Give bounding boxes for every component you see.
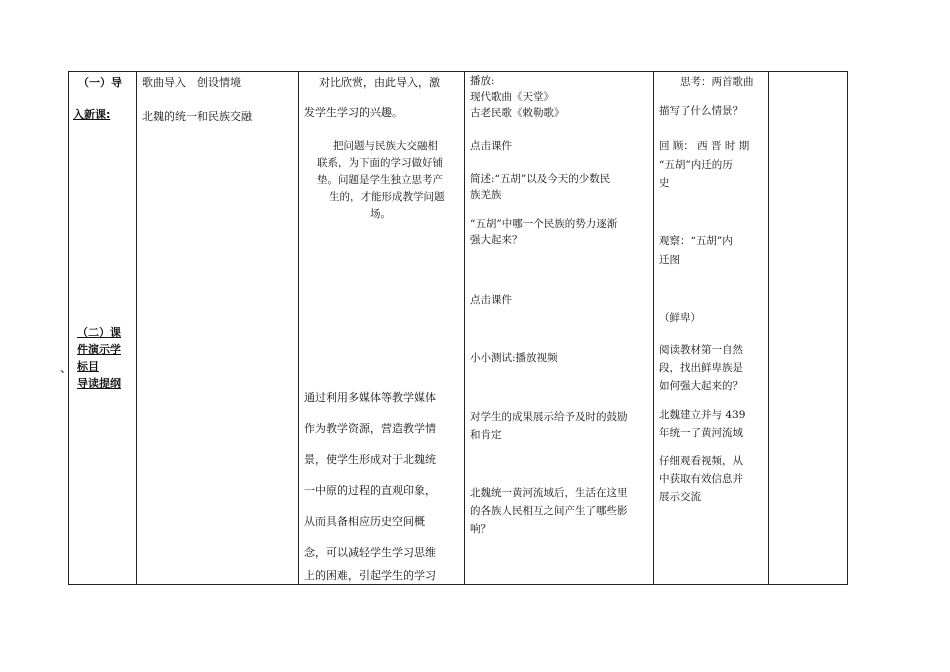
teacher-line10: 小小测试:播放视频 [470,352,558,364]
content-cell [137,72,299,585]
intent-p1-line2: 发学生学习的兴趣。 [304,106,403,119]
intent-p3-line5: 从而具备相应历史空间概 [304,515,425,528]
section2-label-line4: 导读提纲 [77,377,121,390]
teacher-line5: 简述:“五胡”以及今天的少数民 [470,173,611,185]
section2-label-line2: 件演示学 [77,343,121,356]
teacher-line3: 古老民歌《敕勒歌》 [470,107,565,119]
intent-p2-line4: 生的，才能形成教学问题 [329,191,445,203]
student-line11: 如何强大起来的？ [659,380,743,392]
intent-p1-line1: 对比欣赏，由此导入，激 [319,76,440,89]
notes-cell [769,72,848,585]
student-line13: 年统一了黄河流域 [659,427,743,439]
section2-label-line1: （二）课 [77,326,121,339]
stray-comma-mark: 、 [60,361,73,375]
student-line15: 中获取有效信息并 [659,473,743,485]
teacher-line14: 的各族人民相互之间产生了哪些影 [470,505,628,517]
student-line4: “五胡”内迁的历 [659,159,733,171]
teacher-line9: 点击课件 [470,294,512,306]
student-line14: 仔细观看视频，从 [659,455,743,467]
intro-stage-label-line2: 入新课: [73,108,111,121]
student-line16: 展示交流 [659,491,701,503]
intent-p3-line1: 通过利用多媒体等教学媒体 [304,391,436,404]
student-line3: 回 顾： 西 晋 时 期 [659,140,750,152]
intent-p2-line3: 垫。问题是学生独立思考产 [317,174,443,186]
student-line7: 迁图 [659,254,680,266]
intent-p3-line3: 景，使学生形成对于北魏统 [304,453,436,466]
section2-label-line3: 标目 [77,360,99,373]
teacher-line6: 族羌族 [470,189,502,201]
student-activity-cell [654,72,769,585]
intent-p3-line7: 上的困难，引起学生的学习 [304,569,436,582]
intent-p3-line6: 念，可以减轻学生学习思维 [304,546,436,559]
lesson-plan-table [68,71,848,585]
student-line2: 描写了什么情景？ [659,105,743,117]
teacher-line11: 对学生的成果展示给予及时的鼓励 [470,411,628,423]
teacher-line15: 响？ [470,523,491,535]
teacher-line4: 点击课件 [470,140,512,152]
teacher-line13: 北魏统一黄河流域后，生活在这里 [470,487,628,499]
intent-p2-line2: 联系，为下面的学习做好铺 [317,157,443,169]
teacher-line7: “五胡”中哪一个民族的势力逐渐 [470,218,618,230]
student-line9: 阅读教材第一自然 [659,344,743,356]
teacher-line1: 播放: [470,75,495,87]
intent-p2-line1: 把问题与民族大交融相 [333,140,438,152]
content-line2: 北魏的统一和民族交融 [142,110,252,123]
teacher-activity-cell [465,72,654,585]
student-line5: 史 [659,177,670,189]
intent-p3-line4: 一中原的过程的直观印象， [304,484,436,497]
content-line1: 歌曲导入 创设情境 [142,76,241,89]
table-row [69,72,848,585]
intro-stage-label-line1: （一）导 [78,76,122,89]
student-line8: （鲜卑） [659,312,701,324]
intent-p3-line2: 作为教学资源，营造教学情 [304,422,436,435]
intent-p2-line5: 场。 [370,208,391,220]
student-line6: 观察：“五胡”内 [659,235,733,247]
teacher-line2: 现代歌曲《天堂》 [470,91,554,103]
student-line1: 思考：两首歌曲 [680,76,754,88]
stage-cell [69,72,137,585]
student-line10: 段，找出鲜卑族是 [659,362,743,374]
design-intent-cell [299,72,465,585]
teacher-line8: 强大起来？ [470,234,523,246]
teacher-line12: 和肯定 [470,429,502,441]
student-line12: 北魏建立并与 439 [659,409,746,421]
